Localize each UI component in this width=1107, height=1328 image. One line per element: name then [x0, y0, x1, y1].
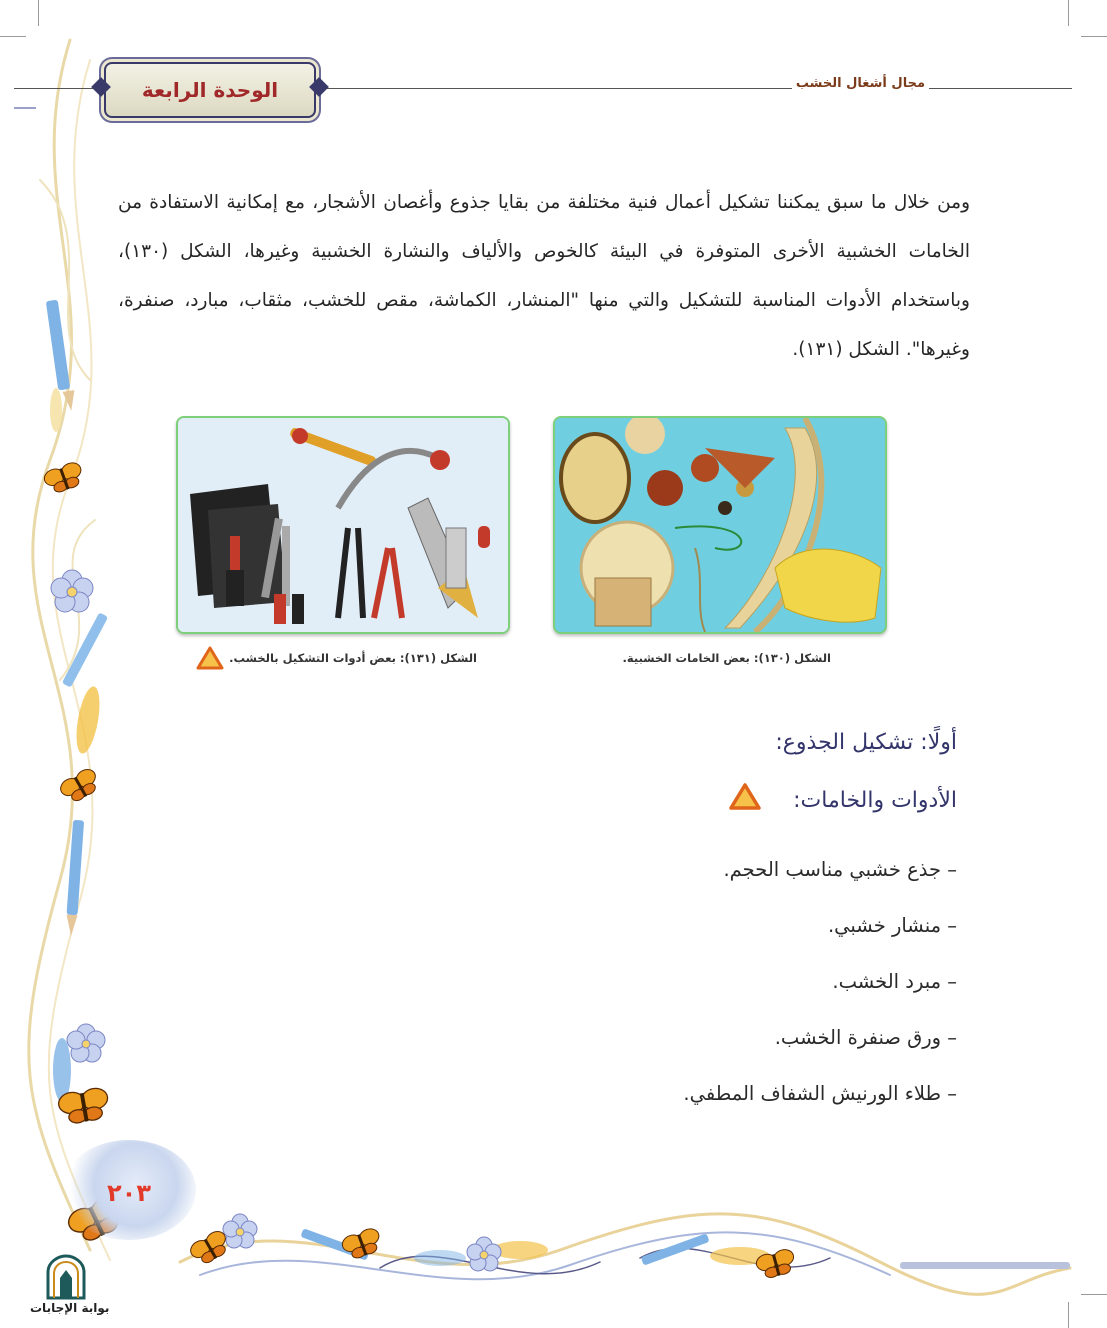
brand-logo-icon — [44, 1254, 88, 1300]
list-item: – مبرد الخشب. — [832, 970, 957, 993]
page-number: ٢٠٣ — [107, 1179, 151, 1207]
butterfly-icon — [340, 1226, 384, 1262]
figure-130-photo — [553, 416, 887, 634]
intro-paragraph: ومن خلال ما سبق يمكننا تشكيل أعمال فنية مختلفة من بقايا جذوع وأغصان الأشجار، مع إمكانية الاستفادة من الخامات الخشبية الأخرى المتوفرة في البيئة كالخوص والألياف والنشارة الخشبية وغيرها، الشكل (١٣٠)، وباستخدام الأدوات المناسبة للتشكيل والتي منها "المنشار، الكماشة، مقص للخشب، مثقاب، مبارد، صنفرة، وغيرها". الشكل (١٣١). — [118, 192, 970, 360]
brand-name: بوابة الإجابات — [30, 1301, 110, 1315]
section-title: مجال أشغال الخشب — [792, 76, 929, 91]
flower-icon — [51, 570, 93, 612]
section-heading: أولًا: تشكيل الجذوع: — [775, 730, 957, 755]
figure-131-photo — [176, 416, 510, 634]
flower-icon — [223, 1214, 257, 1248]
warning-triangle-icon — [729, 783, 761, 810]
header-accent — [14, 107, 36, 109]
list-item: – ورق صنفرة الخشب. — [774, 1026, 957, 1049]
materials-subheading: الأدوات والخامات: — [793, 788, 957, 813]
list-item: – منشار خشبي. — [827, 914, 957, 937]
unit-label: الوحدة الرابعة — [141, 78, 279, 102]
tools-list — [683, 842, 957, 1122]
page-number-badge — [62, 1140, 196, 1240]
list-item: – طلاء الورنيش الشفاف المطفي. — [683, 1082, 957, 1105]
wood-materials-image — [555, 418, 885, 632]
wood-tools-image — [178, 418, 508, 632]
figure-131-caption: الشكل (١٣١): بعض أدوات التشكيل بالخشب. — [229, 651, 477, 665]
flower-icon — [467, 1237, 501, 1271]
figure-130-caption: الشكل (١٣٠): بعض الخامات الخشبية. — [622, 651, 831, 665]
butterfly-icon — [58, 766, 103, 806]
warning-triangle-icon — [196, 646, 224, 670]
unit-badge — [104, 62, 316, 118]
list-item: – جذع خشبي مناسب الحجم. — [723, 858, 957, 881]
flower-icon — [67, 1024, 105, 1062]
